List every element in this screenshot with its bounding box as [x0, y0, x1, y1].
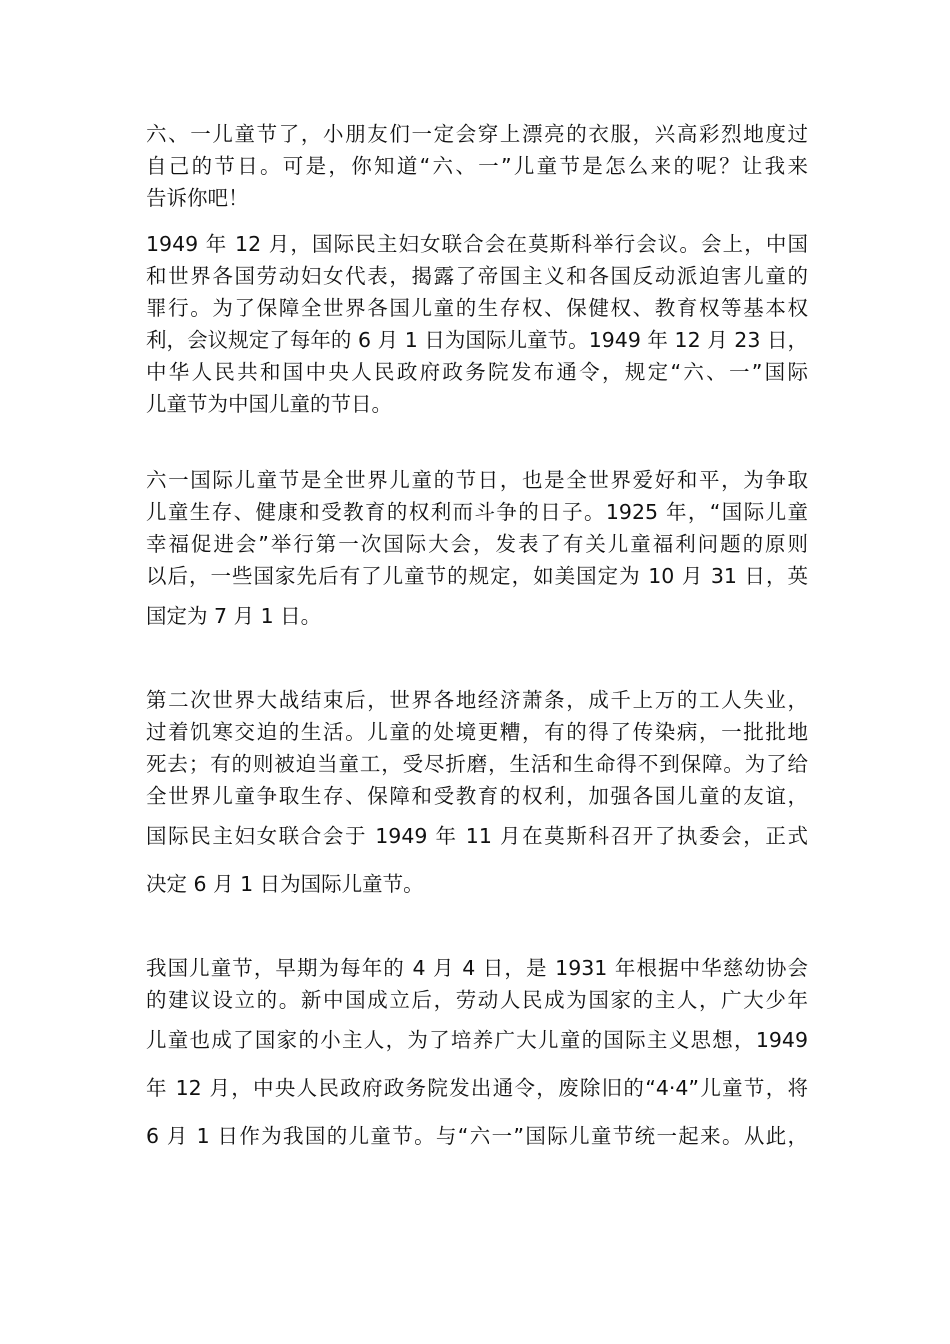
- text-line: 年 12 月，中央人民政府政务院发出通令，废除旧的“4·4”儿童节，将: [146, 1076, 808, 1100]
- text-line: 死去；有的则被迫当童工，受尽折磨，生活和生命得不到保障。为了给: [146, 752, 808, 776]
- paragraph-china: [146, 952, 808, 1160]
- text-line: 六一国际儿童节是全世界儿童的节日，也是全世界爱好和平，为争取: [146, 468, 808, 492]
- text-line: 6 月 1 日作为我国的儿童节。与“六一”国际儿童节统一起来。从此，: [146, 1124, 808, 1148]
- paragraph-spacer: [146, 420, 808, 464]
- paragraph-history: [146, 464, 808, 640]
- text-line: 第二次世界大战结束后，世界各地经济萧条，成千上万的工人失业，: [146, 688, 808, 712]
- text-line: 过着饥寒交迫的生活。儿童的处境更糟，有的得了传染病，一批批地: [146, 720, 808, 744]
- text-line: 告诉你吧！: [146, 186, 249, 210]
- text-line: 和世界各国劳动妇女代表，揭露了帝国主义和各国反动派迫害儿童的: [146, 264, 808, 288]
- paragraph-1949-meeting: [146, 228, 808, 420]
- paragraph-spacer: [146, 640, 808, 684]
- text-line: 以后，一些国家先后有了儿童节的规定，如美国定为 10 月 31 日，英: [146, 564, 808, 588]
- text-line: 儿童也成了国家的小主人，为了培养广大儿童的国际主义思想，1949: [146, 1028, 808, 1052]
- text-line: 自己的节日。可是，你知道“六、一”儿童节是怎么来的呢？让我来: [146, 154, 808, 178]
- paragraph-intro: [146, 118, 808, 214]
- text-line: 决定 6 月 1 日为国际儿童节。: [146, 872, 424, 896]
- text-line: 利，会议规定了每年的 6 月 1 日为国际儿童节。1949 年 12 月 23 日，: [146, 328, 808, 352]
- text-line: 幸福促进会”举行第一次国际大会，发表了有关儿童福利问题的原则: [146, 532, 808, 556]
- text-line: 1949 年 12 月，国际民主妇女联合会在莫斯科举行会议。会上，中国: [146, 232, 808, 256]
- text-line: 我国儿童节，早期为每年的 4 月 4 日，是 1931 年根据中华慈幼协会: [146, 956, 808, 980]
- text-line: 的建议设立的。新中国成立后，劳动人民成为国家的主人，广大少年: [146, 988, 808, 1012]
- text-line: 罪行。为了保障全世界各国儿童的生存权、保健权、教育权等基本权: [146, 296, 808, 320]
- paragraph-spacer: [146, 908, 808, 952]
- text-line: 国际民主妇女联合会于 1949 年 11 月在莫斯科召开了执委会，正式: [146, 824, 808, 848]
- paragraph-spacer: [146, 214, 808, 228]
- text-line: 国定为 7 月 1 日。: [146, 604, 322, 628]
- text-line: 六、一儿童节了，小朋友们一定会穿上漂亮的衣服，兴高彩烈地度过: [146, 122, 808, 146]
- document-body: [146, 118, 808, 1160]
- text-line: 儿童生存、健康和受教育的权利而斗争的日子。1925 年，“国际儿童: [146, 500, 808, 524]
- text-line: 中华人民共和国中央人民政府政务院发布通令，规定“六、一”国际: [146, 360, 808, 384]
- text-line: 儿童节为中国儿童的节日。: [146, 392, 392, 416]
- text-line: 全世界儿童争取生存、保障和受教育的权利，加强各国儿童的友谊，: [146, 784, 808, 808]
- paragraph-wwii: [146, 684, 808, 908]
